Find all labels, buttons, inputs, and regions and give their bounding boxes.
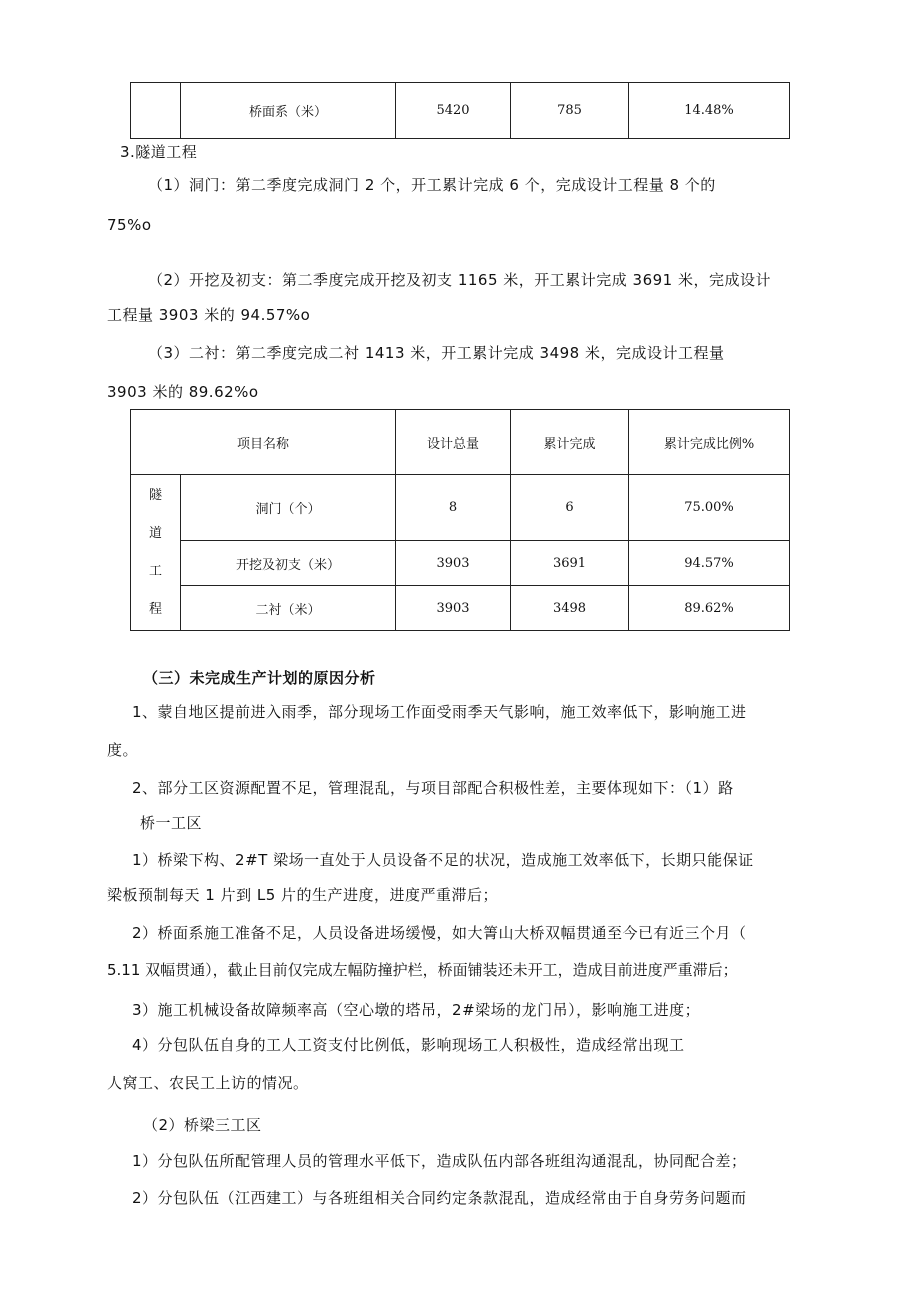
table-cell: 二衬（米） (181, 586, 396, 631)
table-cell: 8 (396, 475, 511, 541)
table-cell: 89.62% (629, 586, 790, 631)
table-row (131, 475, 790, 541)
section-heading: （三）未完成生产计划的原因分析 (143, 669, 376, 687)
header-cell: 累计完成 (511, 410, 629, 475)
tunnel-table (130, 409, 790, 631)
table-cell: 785 (511, 83, 629, 139)
group-cell (131, 475, 181, 631)
paragraph: 2、部分工区资源配置不足，管理混乱，与项目部配合积极性差，主要体现如下：（1）路 (132, 779, 734, 797)
paragraph: 5.11 双幅贯通），截止目前仅完成左幅防撞护栏，桥面铺装还未开工，造成目前进度严重滞后； (107, 961, 738, 979)
header-cell: 设计总量 (396, 410, 511, 475)
paragraph: 2）分包队伍（江西建工）与各班组相关合同约定条款混乱，造成经常由于自身劳务问题而 (132, 1189, 747, 1207)
table-cell: 3903 (396, 541, 511, 586)
paragraph: 2）桥面系施工准备不足，人员设备进场缓慢，如大箐山大桥双幅贯通至今已有近三个月（ (132, 924, 747, 942)
table-row (131, 83, 790, 139)
paragraph: 75%o (107, 216, 152, 234)
bridge-table (130, 82, 790, 139)
table-row (131, 541, 790, 586)
paragraph: 1）桥梁下构、2#T 梁场一直处于人员设备不足的状况，造成施工效率低下，长期只能保证 (132, 851, 754, 869)
paragraph: 梁板预制每天 1 片到 L5 片的生产进度，进度严重滞后； (107, 886, 499, 904)
table-cell: 3498 (511, 586, 629, 631)
table-header-row (131, 410, 790, 475)
table-cell: 开挖及初支（米） (181, 541, 396, 586)
table-cell: 3903 (396, 586, 511, 631)
paragraph: 3903 米的 89.62%o (107, 383, 259, 401)
table-cell: 5420 (396, 83, 511, 139)
paragraph: 1、蒙自地区提前进入雨季，部分现场工作面受雨季天气影响，施工效率低下，影响施工进 (132, 703, 747, 721)
paragraph: 4）分包队伍自身的工人工资支付比例低，影响现场工人积极性，造成经常出现工 (132, 1036, 685, 1054)
paragraph: 工程量 3903 米的 94.57%o (107, 306, 311, 324)
table-cell (131, 83, 181, 139)
paragraph: （1）洞门：第二季度完成洞门 2 个，开工累计完成 6 个，完成设计工程量 8 个的 (148, 176, 716, 194)
paragraph: 1）分包队伍所配管理人员的管理水平低下，造成队伍内部各班组沟通混乱，协同配合差； (132, 1152, 747, 1170)
table-row (131, 586, 790, 631)
header-cell: 累计完成比例% (629, 410, 790, 475)
table-cell: 洞门（个） (181, 475, 396, 541)
group-char: 道 (148, 525, 162, 541)
paragraph: （2）桥梁三工区 (143, 1116, 262, 1134)
paragraph: （3）二衬：第二季度完成二衬 1413 米，开工累计完成 3498 米，完成设计工程量 (148, 344, 725, 362)
group-char: 隧 (148, 487, 162, 503)
table-cell: 3691 (511, 541, 629, 586)
group-char: 工 (148, 563, 162, 579)
heading: 3.隧道工程 (120, 143, 198, 161)
table-cell: 14.48% (629, 83, 790, 139)
table-cell: 75.00% (629, 475, 790, 541)
table-cell: 6 (511, 475, 629, 541)
table-cell: 桥面系（米） (181, 83, 396, 139)
table-cell: 94.57% (629, 541, 790, 586)
paragraph: 度。 (107, 741, 139, 759)
paragraph: 桥一工区 (140, 814, 203, 832)
header-cell: 项目名称 (131, 410, 396, 475)
paragraph: 人窝工、农民工上访的情况。 (107, 1074, 309, 1092)
paragraph: 3）施工机械设备故障频率高（空心墩的塔吊，2#梁场的龙门吊），影响施工进度； (132, 1001, 701, 1019)
group-char: 程 (148, 601, 162, 617)
paragraph: （2）开挖及初支：第二季度完成开挖及初支 1165 米，开工累计完成 3691 米，完成设计 (148, 271, 771, 289)
